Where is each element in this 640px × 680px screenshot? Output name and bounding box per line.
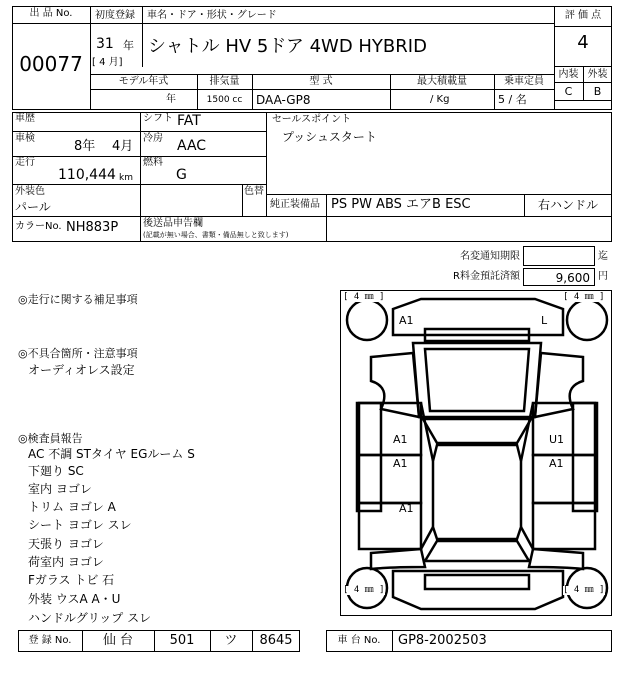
defects-title: ◎不具合箇所・注意事項	[18, 347, 138, 360]
right-side-rocker	[573, 403, 597, 511]
interior-grade: C	[564, 85, 573, 98]
car-damage-diagram	[340, 290, 612, 616]
left-front-fender	[371, 353, 419, 417]
steering-position: 右ハンドル	[537, 198, 598, 212]
max-load-label: 最大積載量	[417, 76, 467, 87]
model-year-unit: 年	[166, 94, 176, 105]
shift-label: シフト	[143, 113, 173, 124]
inspector-line: Fガラス トビ 石	[28, 573, 115, 587]
tire-depth-front-left: [ 4 ㎜ ]	[343, 292, 385, 302]
tire-depth-front-right: [ 4 ㎜ ]	[563, 292, 605, 302]
first-registration-month: [ 4 月]	[92, 57, 123, 68]
chassis-number: GP8-2002503	[398, 633, 487, 648]
inspector-line: AC 不調 STタイヤ EGルーム S	[28, 447, 195, 461]
damage-mark-left-rear-door: A1	[393, 457, 408, 470]
damage-mark-left-front-door: A1	[393, 433, 408, 446]
first-registration-label: 初度登録	[95, 10, 135, 21]
model-code: DAA-GP8	[256, 93, 311, 107]
hood	[413, 343, 541, 417]
shift-value: FAT	[177, 113, 201, 129]
right-front-fender	[535, 353, 583, 417]
tire-front-left	[347, 300, 387, 340]
mileage-label: 走行	[15, 157, 35, 168]
car-name-label: 車名・ドア・形状・グレード	[147, 10, 277, 21]
recycle-fee-label: R料金預託済額	[453, 271, 520, 282]
score-value: 4	[577, 32, 589, 53]
sales-point-label: セールスポイント	[272, 114, 352, 125]
damage-mark-roof: A1	[399, 502, 414, 515]
damage-mark-right-rear-door: A1	[549, 457, 564, 470]
inspector-line: 室内 ヨゴレ	[28, 482, 92, 496]
exterior-color: パール	[15, 200, 51, 214]
displacement-label: 排気量	[209, 76, 240, 87]
ac-value: AAC	[177, 138, 207, 154]
lot-number-label: 出 品 No.	[29, 8, 73, 19]
driving-notes-title: ◎走行に関する補足事項	[18, 293, 138, 306]
inspector-line: 下廻り SC	[28, 464, 84, 478]
right-rear-fender	[529, 549, 583, 569]
windshield	[423, 419, 531, 443]
displacement-value: 1500 cc	[206, 95, 243, 105]
max-load-value: / Kg	[430, 94, 450, 105]
exterior-color-label: 外装色	[15, 186, 45, 197]
color-no: NH883P	[66, 220, 119, 235]
fuel-label: 燃料	[143, 157, 163, 168]
ac-label: 冷房	[143, 133, 163, 144]
rear-window	[425, 541, 529, 561]
deadline-field	[523, 246, 595, 266]
deadline-unit: 迄	[598, 251, 608, 262]
recycle-fee-unit: 円	[598, 271, 608, 282]
registration-area: 仙 台	[102, 633, 134, 648]
fuel-value: G	[176, 167, 187, 183]
damage-mark-right-front-door: U1	[549, 433, 565, 446]
inspector-line: 天張り ヨゴレ	[28, 537, 104, 551]
tire-depth-rear-right: [ 4 ㎜ ]	[563, 585, 605, 595]
registration-kana: ツ	[224, 633, 238, 648]
rear-garnish	[425, 575, 529, 589]
tire-depth-rear-left: [ 4 ㎜ ]	[343, 585, 385, 595]
inspector-line: シート ヨゴレ スレ	[28, 518, 132, 532]
left-rear-door	[359, 455, 421, 503]
color-no-label: カラーNo.	[15, 221, 62, 232]
color-change-label: 色替	[244, 186, 264, 197]
inspector-line: ハンドルグリップ スレ	[28, 611, 152, 625]
first-registration-year: 31	[96, 36, 114, 52]
capacity-label: 乗車定員	[504, 76, 544, 87]
registration-class: 501	[169, 633, 195, 648]
chassis-label: 車 台 No.	[337, 635, 381, 646]
exterior-grade: B	[593, 85, 602, 98]
inspector-report-title: ◎検査員報告	[18, 432, 83, 445]
inspector-line: 荷室内 ヨゴレ	[28, 555, 104, 569]
lot-number: 00077	[19, 52, 83, 76]
post-docs-note: (記載が無い場合、書類・備品無しと致します)	[143, 231, 289, 239]
roof	[433, 445, 521, 539]
tire-front-right	[567, 300, 607, 340]
inspection-month: 4月	[112, 139, 134, 154]
model-code-label: 型 式	[309, 76, 333, 87]
interior-grade-label: 内装	[558, 69, 579, 80]
car-outline-svg	[341, 291, 612, 616]
post-docs-label: 後送品申告欄	[143, 218, 203, 229]
registration-number: 8645	[259, 633, 293, 648]
history-label: 車歴	[15, 113, 35, 124]
registration-label: 登 録 No.	[28, 635, 72, 646]
equipment-value: PS PW ABS エアB ESC	[331, 197, 471, 212]
inspector-line: 外装 ウスA A・U	[28, 592, 121, 606]
defect-line: オーディオレス設定	[28, 363, 135, 377]
deadline-label: 名変通知期限	[460, 251, 520, 262]
mileage-unit: km	[119, 173, 133, 183]
exterior-grade-label: 外装	[587, 69, 608, 80]
recycle-fee-field	[523, 268, 595, 286]
inspector-line: トリム ヨゴレ A	[28, 500, 116, 514]
mileage-value: 110,444	[58, 167, 116, 183]
model-year-label: モデル年式	[118, 76, 169, 87]
right-rear-door	[533, 455, 595, 503]
car-name: シャトル HV 5ドア 4WD HYBRID	[148, 36, 427, 57]
score-label: 評 価 点	[564, 10, 602, 21]
capacity-value: 5 / 名	[498, 93, 527, 106]
equipment-label: 純正装備品	[270, 199, 320, 210]
year-unit: 年	[123, 39, 134, 52]
left-rear-fender	[371, 549, 425, 569]
left-side-rocker	[357, 403, 381, 511]
inspection-label: 車検	[15, 133, 35, 144]
damage-mark-front-bumper-l: L	[541, 314, 548, 327]
damage-mark-front-bumper-a1: A1	[399, 314, 414, 327]
inspection-year: 8年	[74, 139, 96, 154]
recycle-fee-value: 9,600	[555, 271, 590, 285]
sales-point: プッシュスタート	[282, 130, 377, 144]
